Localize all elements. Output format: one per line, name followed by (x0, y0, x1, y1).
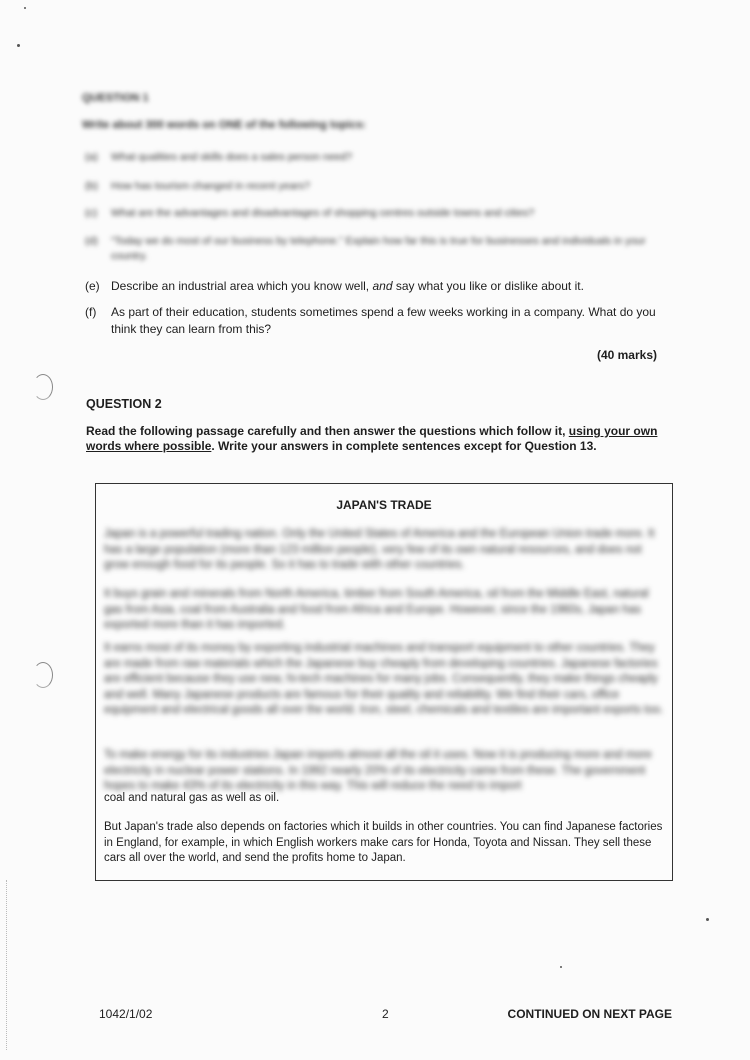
page-number: 2 (382, 1007, 389, 1021)
punch-hole-mark (33, 662, 53, 688)
question1-item-d (85, 234, 660, 264)
item-label: (d) (85, 235, 98, 247)
passage-box (95, 483, 673, 881)
item-text: “Today we do most of our business by telephone.” Explain how far this is true for businesses and individuals in your country. (111, 235, 646, 262)
item-text: Describe an industrial area which you know well, (111, 279, 373, 293)
question1-item-c (85, 205, 660, 222)
question2-heading: QUESTION 2 (86, 397, 162, 411)
paragraph-text: Japan is a powerful trading nation. Only the United States of America and the European Union trade more. It has a large population (more than 123 million people), very few of its own natural resources, and does not grow enough food for its people. So it has to trade with other countries. (104, 528, 655, 571)
question1-instruction: Write about 300 words on ONE of the following topics: (82, 119, 366, 131)
question1-heading: QUESTION 1 (82, 92, 149, 104)
item-text: As part of their education, students sometimes spend a few weeks working in a company. What do you think they can learn from this? (111, 305, 656, 336)
paragraph-text: It buys grain and minerals from North America, timber from South America, oil from the Middle East, natural gas from Asia, coal from Australia and food from Africa and Europe. However, since the 1960s, Japan has exported more than it has imported. (104, 588, 649, 631)
passage-paragraph-4 (104, 748, 669, 796)
item-text: say what you like or dislike about it. (392, 279, 584, 293)
instruction-underlined: using your own words where possible (86, 424, 658, 453)
speck (17, 44, 20, 47)
item-label: (b) (85, 180, 98, 192)
passage-paragraph-1 (104, 527, 669, 575)
speck (24, 7, 26, 9)
item-text-emphasis: and (372, 279, 393, 293)
continued-notice: CONTINUED ON NEXT PAGE (507, 1007, 672, 1021)
question1-item-e (85, 278, 660, 295)
passage-paragraph-4-end: coal and natural gas as well as oil. (104, 792, 280, 804)
question1-item-a (85, 149, 660, 166)
item-label: (f) (85, 305, 97, 319)
paragraph-text: It earns most of its money by exporting industrial machines and transport equipment to other countries. They are made from raw materials which the Japanese buy cheaply from developing countries. Japanese factories are efficient because they use new, hi-tech machines for many jobs. Consequently, they make things cheaply and well. Many Japanese products are famous for their quality and reliability. We find their cars, office equipment and electrical goods all over the world. Iron, steel, chemicals and textiles are important exports too. (104, 642, 664, 716)
item-label: (e) (85, 279, 100, 293)
item-label: (c) (85, 207, 98, 219)
speck (706, 918, 709, 921)
question2-instruction (86, 424, 666, 454)
passage-title: JAPAN'S TRADE (336, 498, 432, 512)
item-text: What are the advantages and disadvantages of shopping centres outside towns and cities? (111, 207, 535, 219)
item-text: How has tourism changed in recent years? (111, 180, 311, 192)
question1-item-b (85, 178, 660, 195)
instruction-text: . Write your answers in complete sentences except for Question 13. (211, 439, 597, 453)
paragraph-text: To make energy for its industries Japan imports almost all the oil it uses. Now it is producing more and more electricity in nuclear power stations. In 1992 nearly 20% of its electricity came from these. The government hopes to make 43% of its electricity in this way. This will reduce the need to import (104, 749, 652, 792)
item-label: (a) (85, 151, 98, 163)
margin-dotted-line (6, 880, 8, 1050)
question1-marks: (40 marks) (596, 348, 657, 362)
paper-code: 1042/1/02 (99, 1007, 153, 1021)
punch-hole-mark (33, 374, 53, 400)
passage-paragraph-2 (104, 587, 669, 635)
item-text: What qualities and skills does a sales person need? (111, 151, 353, 163)
instruction-text: Read the following passage carefully and then answer the questions which follow it, (86, 424, 569, 438)
passage-paragraph-3 (104, 641, 669, 721)
speck (560, 966, 562, 968)
question1-item-f (85, 304, 660, 338)
passage-paragraph-5: But Japan's trade also depends on factories which it builds in other countries. You can find Japanese factories in England, for example, in which English workers make cars for Honda, Toyota and Nissan. They sell these cars all over the world, and send the profits home to Japan. (104, 821, 663, 864)
